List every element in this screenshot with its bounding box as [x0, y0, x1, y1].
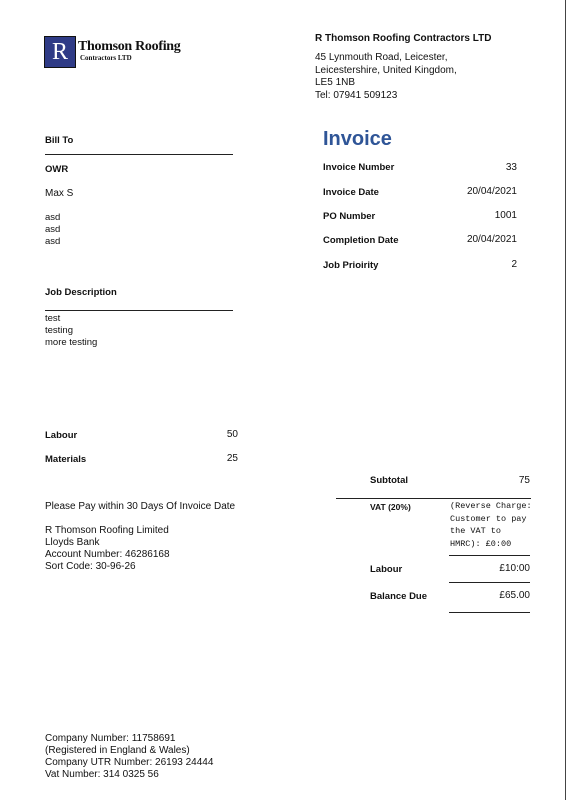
- job-line: more testing: [45, 337, 98, 348]
- payment-line: Lloyds Bank: [45, 537, 100, 548]
- company-tel: Tel: 07941 509123: [315, 89, 398, 101]
- bill-to-contact: Max S: [45, 188, 74, 199]
- bill-to-org: OWR: [45, 164, 69, 175]
- footer-line: Company Number: 11758691: [45, 733, 176, 744]
- divider: [449, 612, 530, 613]
- job-line: testing: [45, 325, 73, 336]
- vat-note-line: (Reverse Charge:: [450, 501, 532, 511]
- invoice-date-value: 20/04/2021: [466, 186, 517, 197]
- logo-name: Thomson Roofing: [78, 39, 181, 54]
- job-priority-value: 2: [511, 259, 517, 270]
- completion-date-value: 20/04/2021: [466, 234, 517, 245]
- invoice-date-label: Invoice Date: [323, 187, 379, 198]
- vat-note-line: HMRC): £0:00: [450, 538, 512, 549]
- balance-due-label: Balance Due: [370, 591, 428, 602]
- payment-terms: Please Pay within 30 Days Of Invoice Date: [45, 501, 236, 512]
- footer-company-info: [45, 733, 213, 781]
- vat-note-line: the VAT to: [450, 526, 502, 536]
- po-number-value: 1001: [494, 210, 517, 221]
- divider: [336, 498, 531, 499]
- logo-icon: R: [44, 36, 76, 68]
- labour-total-label: Labour: [370, 564, 403, 575]
- logo-subtitle: Contractors LTD: [80, 54, 132, 62]
- po-number-label: PO Number: [323, 211, 376, 222]
- subtotal-label: Subtotal: [370, 475, 408, 486]
- address-line: asd: [45, 212, 61, 223]
- balance-due-value: £65.00: [499, 590, 530, 601]
- job-line: test: [45, 313, 61, 324]
- subtotal-value: 75: [518, 475, 530, 486]
- footer-line: Vat Number: 314 0325 56: [45, 769, 159, 780]
- vat-note: [450, 500, 532, 550]
- address-line: asd: [45, 224, 61, 235]
- address-line: asd: [45, 236, 61, 247]
- address-line: Leicestershire, United Kingdom,: [315, 64, 457, 76]
- completion-date-label: Completion Date: [323, 235, 399, 246]
- job-description-text: [45, 313, 97, 349]
- payment-line: R Thomson Roofing Limited: [45, 525, 169, 536]
- labour-total-value: £10:00: [499, 563, 530, 574]
- job-priority-label: Job Prioirity: [323, 260, 379, 271]
- divider: [449, 555, 530, 556]
- divider: [45, 154, 233, 155]
- bill-to-address: [45, 212, 60, 248]
- address-line: LE5 1NB: [315, 77, 356, 88]
- divider: [449, 582, 530, 583]
- payment-details: [45, 525, 170, 573]
- invoice-number-label: Invoice Number: [323, 162, 395, 173]
- item-materials-label: Materials: [45, 454, 87, 465]
- item-labour-label: Labour: [45, 430, 78, 441]
- item-materials-value: 25: [226, 453, 238, 464]
- company-address: [315, 52, 457, 102]
- address-line: 45 Lynmouth Road, Leicester,: [315, 52, 448, 63]
- divider: [45, 310, 233, 311]
- footer-line: (Registered in England & Wales): [45, 745, 190, 756]
- vat-label: VAT (20%): [370, 502, 411, 512]
- footer-line: Company UTR Number: 26193 24444: [45, 757, 214, 768]
- bill-to-heading: Bill To: [45, 135, 74, 146]
- item-labour-value: 50: [226, 429, 238, 440]
- company-name: R Thomson Roofing Contractors LTD: [315, 33, 492, 44]
- job-description-heading: Job Description: [45, 287, 117, 298]
- payment-line: Account Number: 46286168: [45, 549, 170, 560]
- payment-line: Sort Code: 30-96-26: [45, 561, 136, 572]
- vat-note-line: Customer to pay: [450, 513, 527, 524]
- invoice-number-value: 33: [505, 162, 517, 173]
- invoice-title: Invoice: [323, 128, 392, 150]
